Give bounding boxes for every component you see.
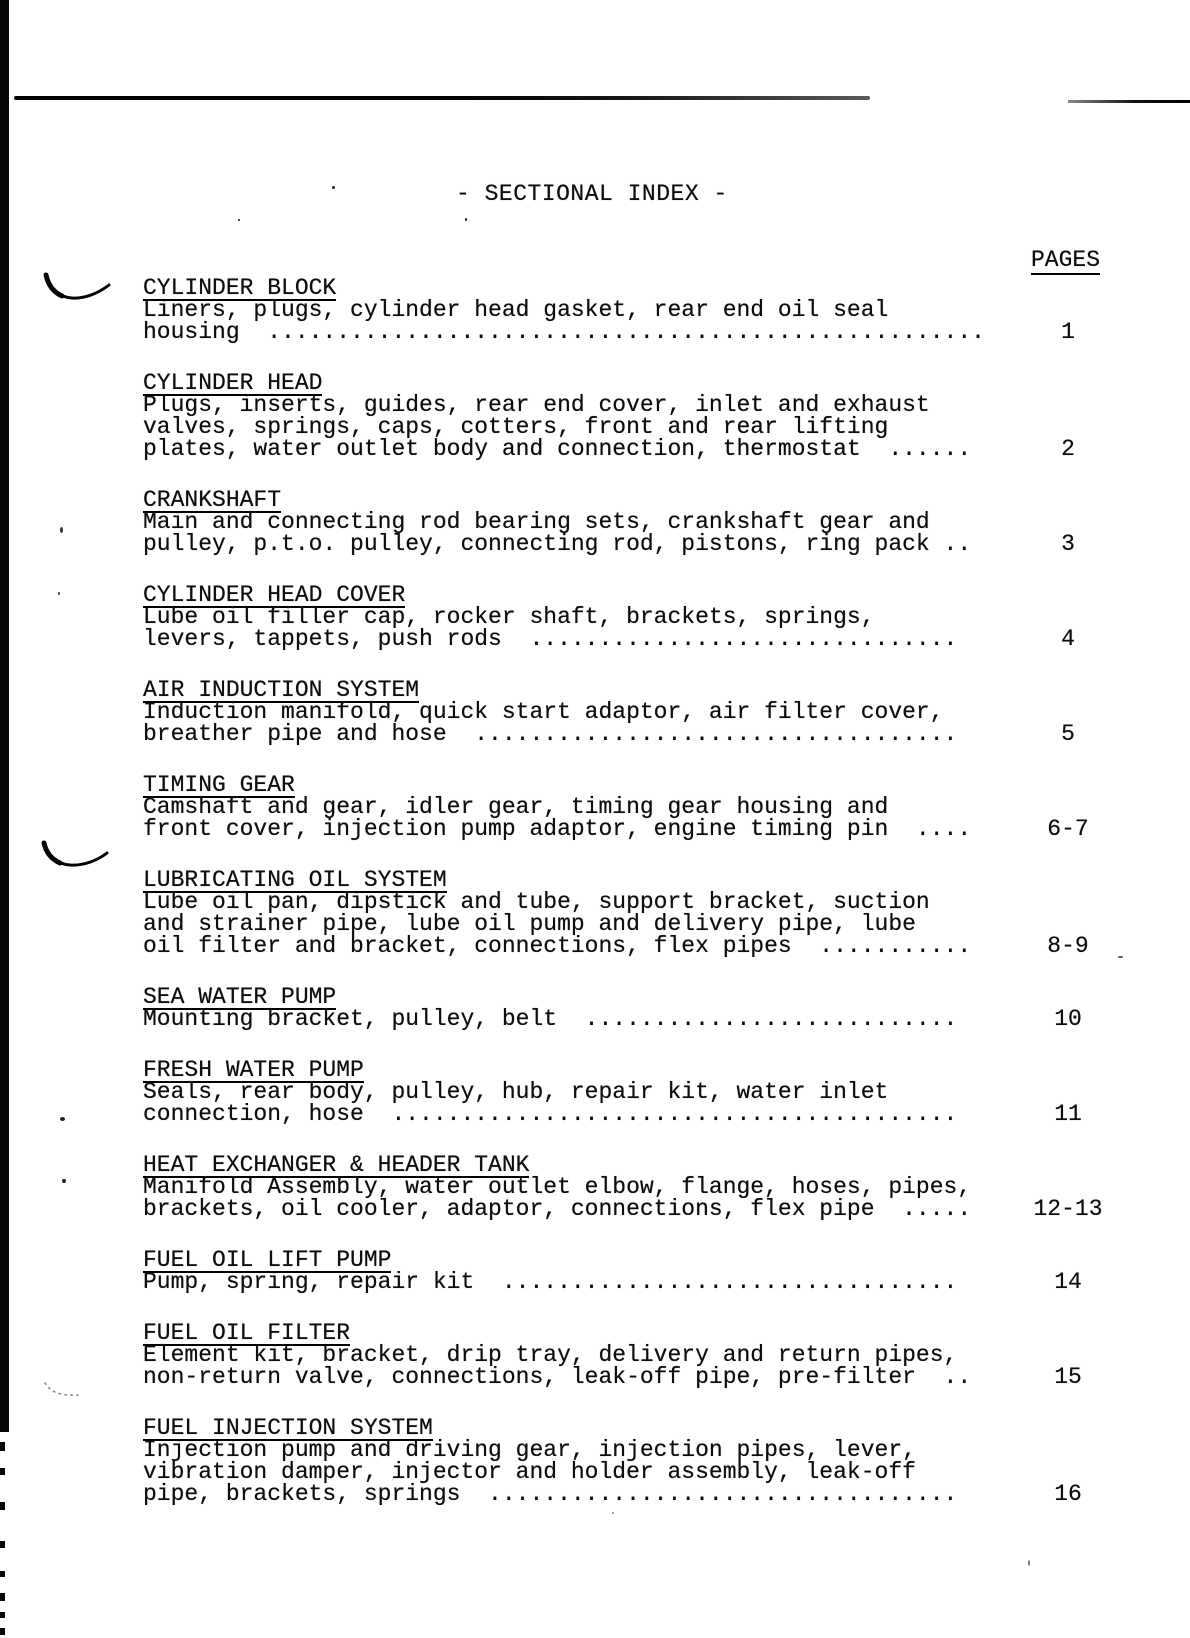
page-title: - SECTIONAL INDEX -	[456, 181, 728, 207]
faint-pencil-mark	[42, 1380, 82, 1402]
section-line: and strainer pipe, lube oil pump and delivery pipe, lube	[143, 911, 916, 937]
scan-speck	[60, 1117, 65, 1121]
section-page-number: 15	[1054, 1364, 1082, 1390]
scan-edge-bar	[0, 0, 9, 1432]
section-lines	[143, 1271, 1153, 1293]
section-page-number: 11	[1054, 1101, 1082, 1127]
section-line: oil filter and bracket, connections, flex pipes ...........	[143, 933, 972, 959]
section-title-row	[143, 679, 1153, 701]
scan-edge-dash	[0, 1571, 5, 1577]
index-section	[143, 372, 1153, 460]
section-title: FUEL OIL LIFT PUMP	[143, 1247, 392, 1273]
section-lines	[143, 796, 1153, 840]
section-line: housing ....................................................	[143, 319, 985, 345]
section-line: connection, hose .........................................	[143, 1101, 958, 1127]
section-title-row	[143, 584, 1153, 606]
section-page-number: 10	[1054, 1006, 1082, 1032]
section-title: LUBRICATING OIL SYSTEM	[143, 867, 447, 893]
scan-edge-dash	[0, 1593, 5, 1601]
section-title-row	[143, 1059, 1153, 1081]
section-line: vibration damper, injector and holder assembly, leak-off	[143, 1459, 916, 1485]
section-title-row	[143, 1322, 1153, 1344]
section-title: HEAT EXCHANGER & HEADER TANK	[143, 1152, 530, 1178]
section-title: FRESH WATER PUMP	[143, 1057, 364, 1083]
section-line: Camshaft and gear, idler gear, timing gear housing and	[143, 794, 889, 820]
index-section	[143, 774, 1153, 840]
section-line: Lube oil pan, dipstick and tube, support bracket, suction	[143, 889, 930, 915]
index-section	[143, 1249, 1153, 1293]
scan-edge-dash	[0, 1502, 5, 1510]
section-title-row	[143, 277, 1153, 299]
section-lines	[143, 1344, 1153, 1388]
section-line: Induction manifold, quick start adaptor, air filter cover,	[143, 699, 944, 725]
section-line: pipe, brackets, springs ..................................	[143, 1481, 958, 1507]
section-title: AIR INDUCTION SYSTEM	[143, 677, 420, 703]
index-section	[143, 1059, 1153, 1125]
section-line: valves, springs, caps, cotters, front and rear lifting	[143, 414, 889, 440]
scan-speck	[60, 527, 63, 533]
section-title-row	[143, 986, 1153, 1008]
section-lines	[143, 701, 1153, 745]
section-page-number: 1	[1061, 319, 1075, 345]
section-line: brackets, oil cooler, adaptor, connections, flex pipe .....	[143, 1196, 972, 1222]
section-lines	[143, 891, 1153, 957]
index-section	[143, 1417, 1153, 1505]
section-lines	[143, 1008, 1153, 1030]
section-title: CYLINDER BLOCK	[143, 275, 337, 301]
section-title-row	[143, 774, 1153, 796]
section-line: Liners, plugs, cylinder head gasket, rear end oil seal	[143, 297, 889, 323]
section-line: plates, water outlet body and connection, thermostat ......	[143, 436, 972, 462]
scan-edge-dash	[0, 1612, 5, 1618]
section-line: Main and connecting rod bearing sets, crankshaft gear and	[143, 509, 930, 535]
section-line: non-return valve, connections, leak-off pipe, pre-filter ..	[143, 1364, 972, 1390]
section-lines	[143, 299, 1153, 343]
handwritten-check-mark	[40, 840, 110, 872]
pages-column-header: PAGES	[1031, 247, 1101, 273]
section-line: Plugs, inserts, guides, rear end cover, inlet and exhaust	[143, 392, 930, 418]
scan-speck	[465, 218, 467, 221]
scan-edge-dash	[0, 1541, 5, 1548]
section-page-number: 14	[1054, 1269, 1082, 1295]
section-title: TIMING GEAR	[143, 772, 295, 798]
index-section	[143, 869, 1153, 957]
index-section	[143, 584, 1153, 650]
section-line: front cover, injection pump adaptor, engine timing pin ....	[143, 816, 972, 842]
scan-speck	[238, 219, 240, 221]
section-page-number: 4	[1061, 626, 1075, 652]
section-line: Mounting bracket, pulley, belt ...........................	[143, 1006, 958, 1032]
index-section	[143, 1154, 1153, 1220]
section-title-row	[143, 372, 1153, 394]
index-section	[143, 1322, 1153, 1388]
section-lines	[143, 606, 1153, 650]
section-title-row	[143, 869, 1153, 891]
section-line: Injection pump and driving gear, injection pipes, lever,	[143, 1437, 916, 1463]
scan-speck	[1028, 1560, 1030, 1566]
section-page-number: 16	[1054, 1481, 1082, 1507]
scan-edge-dash	[0, 1442, 5, 1451]
section-page-number: 3	[1061, 531, 1075, 557]
section-lines	[143, 1176, 1153, 1220]
section-line: Element kit, bracket, drip tray, delivery and return pipes,	[143, 1342, 958, 1368]
section-line: Pump, spring, repair kit .................................	[143, 1269, 958, 1295]
scan-speck	[62, 1179, 66, 1183]
section-page-number: 5	[1061, 721, 1075, 747]
handwritten-check-mark	[42, 271, 112, 305]
section-title-row	[143, 1249, 1153, 1271]
scan-speck	[332, 186, 335, 189]
section-line: Seals, rear body, pulley, hub, repair kit, water inlet	[143, 1079, 889, 1105]
section-lines	[143, 1081, 1153, 1125]
section-title: FUEL INJECTION SYSTEM	[143, 1415, 433, 1441]
scan-edge-dash	[0, 1628, 5, 1635]
section-title-row	[143, 1417, 1153, 1439]
section-title: SEA WATER PUMP	[143, 984, 337, 1010]
section-lines	[143, 511, 1153, 555]
scan-speck	[58, 592, 60, 595]
section-line: pulley, p.t.o. pulley, connecting rod, pistons, ring pack ..	[143, 531, 972, 557]
section-line: breather pipe and hose ...................................	[143, 721, 958, 747]
index-section	[143, 277, 1153, 343]
section-line: Lube oil filler cap, rocker shaft, brackets, springs,	[143, 604, 875, 630]
section-page-number: 8-9	[1047, 933, 1089, 959]
scan-edge-dash	[0, 1468, 5, 1475]
section-title: CRANKSHAFT	[143, 487, 282, 513]
index-list	[143, 277, 1153, 1534]
index-section	[143, 489, 1153, 555]
section-title: FUEL OIL FILTER	[143, 1320, 351, 1346]
section-lines	[143, 1439, 1153, 1505]
section-line: Manifold Assembly, water outlet elbow, flange, hoses, pipes,	[143, 1174, 972, 1200]
index-section	[143, 986, 1153, 1030]
section-title: CYLINDER HEAD	[143, 370, 323, 396]
section-title-row	[143, 489, 1153, 511]
section-page-number: 2	[1061, 436, 1075, 462]
section-page-number: 6-7	[1047, 816, 1089, 842]
section-line: levers, tappets, push rods ...............................	[143, 626, 958, 652]
index-section	[143, 679, 1153, 745]
section-title-row	[143, 1154, 1153, 1176]
section-lines	[143, 394, 1153, 460]
top-horizontal-rule	[14, 96, 870, 100]
section-title: CYLINDER HEAD COVER	[143, 582, 406, 608]
section-page-number: 12-13	[1033, 1196, 1103, 1222]
top-horizontal-rule-right	[1068, 100, 1190, 103]
